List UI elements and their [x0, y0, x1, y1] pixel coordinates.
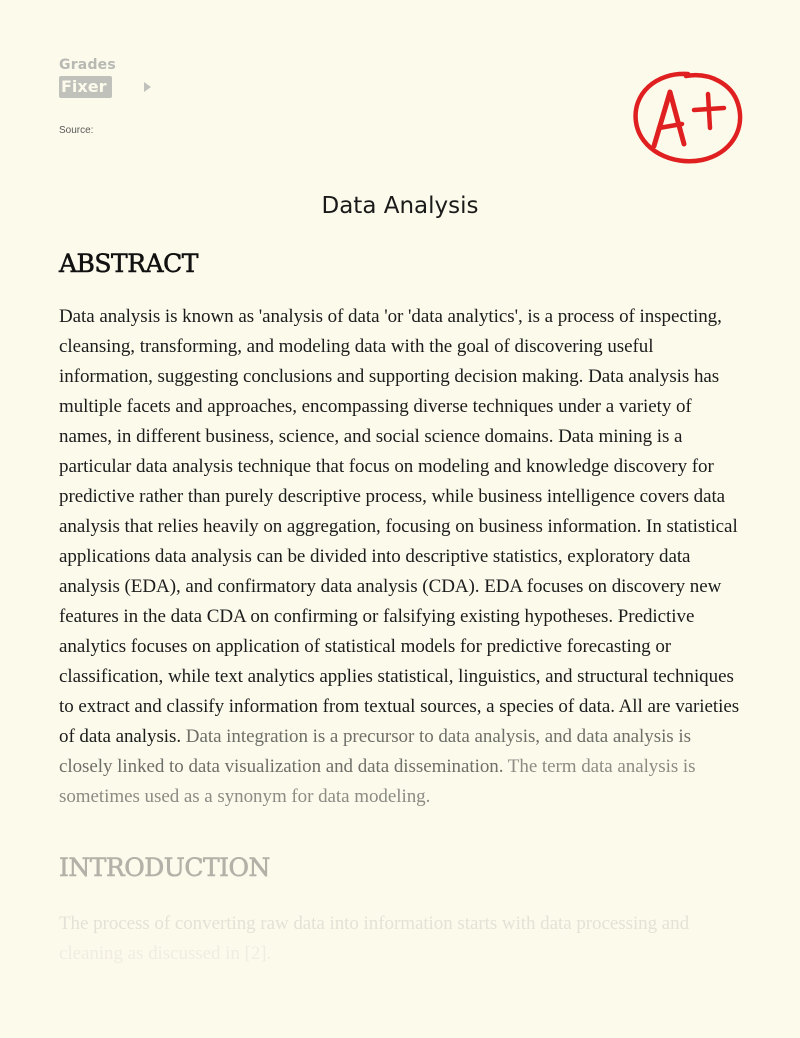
intro-text-line-1: The process of converting raw data into information starts with data processing and: [59, 913, 690, 934]
abstract-text-main: Data analysis is known as 'analysis of data 'or 'data analytics', is a process of inspecting, cleansing, transforming, and modeling data with the goal of discovering useful information, suggesting conclusions and supporting decision making. Data analysis has multiple facets and approaches, encompassing diverse techniques under a variety of names, in different business, science, and social science domains. Data mining is a particular data analysis technique that focus on modeling and knowledge discovery for predictive rather than purely descriptive process, while business intelligence covers data analysis that relies heavily on aggregation, focusing on business information. In statistical applications data analysis can be divided into descriptive statistics, exploratory data analysis (EDA), and confirmatory data analysis (CDA). EDA focuses on discovery new features in the data CDA on confirming or falsifying existing hypotheses. Predictive analytics focuses on application of statistical models for predictive forecasting or classification, while text analytics applies statistical, linguistics, and structural techniques to extract and classify information from textual sources, a species of data. All are varieties of data analysis.: [59, 306, 740, 747]
introduction-paragraph: [59, 909, 749, 969]
logo-box-text: Fixer: [59, 76, 112, 98]
abstract-text-fade-1: Data integration is a precursor to data analysis, and data analysis is closely linked to data visualization and data dissemination.: [59, 726, 691, 777]
source-label: Source:: [59, 125, 94, 136]
abstract-paragraph: [59, 302, 749, 812]
a-plus-grade-stamp: [628, 68, 748, 168]
introduction-heading: INTRODUCTION: [59, 853, 270, 882]
intro-text-line-2: cleaning as discussed in [2].: [59, 943, 272, 964]
gradesfixer-logo[interactable]: [59, 57, 169, 103]
document-title: Data Analysis: [321, 193, 479, 219]
logo-top-text: Grades: [59, 57, 116, 73]
abstract-heading: ABSTRACT: [59, 249, 198, 278]
logo-arrow-icon: [144, 82, 151, 92]
abstract-text-fade-2: The term data analysis is sometimes used as a synonym for data modeling.: [59, 756, 696, 807]
